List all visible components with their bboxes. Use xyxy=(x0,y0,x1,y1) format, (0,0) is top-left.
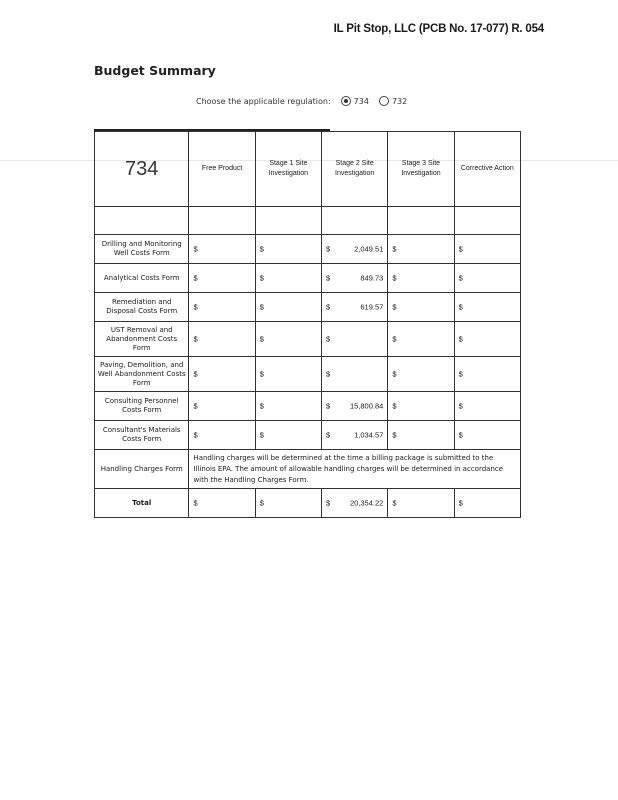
handling-text: Handling charges will be determined at the time a billing package is submitted to the Illinois EPA. The amount of allowable handling charges will be determined in accordance with the Handling Charges Form. xyxy=(189,450,521,489)
currency-symbol: $ xyxy=(458,244,463,254)
currency-symbol: $ xyxy=(458,498,463,508)
empty-cell xyxy=(255,207,321,235)
currency-symbol: $ xyxy=(259,244,264,254)
currency-symbol: $ xyxy=(326,244,331,254)
amount-cell[interactable] xyxy=(388,235,454,264)
currency-symbol: $ xyxy=(392,369,397,379)
currency-symbol: $ xyxy=(392,273,397,283)
empty-cell xyxy=(189,207,255,235)
row-label: Total xyxy=(95,489,189,518)
currency-symbol: $ xyxy=(458,334,463,344)
regulation-label: Choose the applicable regulation: xyxy=(196,96,331,106)
currency-symbol: $ xyxy=(392,401,397,411)
currency-symbol: $ xyxy=(392,430,397,440)
amount-cell[interactable] xyxy=(454,264,520,293)
amount-cell[interactable] xyxy=(322,293,388,322)
empty-cell xyxy=(322,207,388,235)
amount-cell[interactable] xyxy=(189,392,255,421)
amount-cell[interactable] xyxy=(322,322,388,357)
currency-symbol: $ xyxy=(259,401,264,411)
handling-row xyxy=(95,450,521,489)
row-label: Paving, Demolition, and Well Abandonment Costs Form xyxy=(95,357,189,392)
amount-cell[interactable] xyxy=(189,264,255,293)
regulation-option-label: 732 xyxy=(391,96,408,106)
amount-cell[interactable] xyxy=(322,235,388,264)
currency-symbol: $ xyxy=(392,302,397,312)
currency-symbol: $ xyxy=(392,334,397,344)
total-amount-cell[interactable] xyxy=(388,489,454,518)
currency-symbol: $ xyxy=(326,369,331,379)
currency-symbol: $ xyxy=(326,273,331,283)
amount-cell[interactable] xyxy=(189,357,255,392)
currency-symbol: $ xyxy=(259,430,264,440)
currency-symbol: $ xyxy=(193,273,198,283)
amount-cell[interactable] xyxy=(388,357,454,392)
table-header-row xyxy=(95,132,521,207)
row-label: Remediation and Disposal Costs Form xyxy=(95,293,189,322)
currency-symbol: $ xyxy=(458,401,463,411)
amount-cell[interactable] xyxy=(322,392,388,421)
table-row xyxy=(95,264,521,293)
currency-symbol: $ xyxy=(326,334,331,344)
total-amount-cell[interactable] xyxy=(454,489,520,518)
currency-symbol: $ xyxy=(392,244,397,254)
currency-symbol: $ xyxy=(259,273,264,283)
amount-cell[interactable] xyxy=(454,421,520,450)
currency-symbol: $ xyxy=(259,369,264,379)
cost-rows xyxy=(95,235,521,450)
total-amount-cell[interactable] xyxy=(322,489,388,518)
currency-symbol: $ xyxy=(259,498,264,508)
table-row xyxy=(95,293,521,322)
row-label: Analytical Costs Form xyxy=(95,264,189,293)
total-amount-cell[interactable] xyxy=(189,489,255,518)
amount-cell[interactable] xyxy=(255,322,321,357)
currency-symbol: $ xyxy=(193,430,198,440)
amount-cell[interactable] xyxy=(388,264,454,293)
amount-cell[interactable] xyxy=(388,293,454,322)
amount-cell[interactable] xyxy=(454,293,520,322)
regulation-corner-label: 734 xyxy=(95,132,189,207)
radio-unchecked-icon[interactable] xyxy=(379,96,389,106)
regulation-selector xyxy=(196,96,407,106)
currency-symbol: $ xyxy=(458,273,463,283)
table-row xyxy=(95,322,521,357)
amount-cell[interactable] xyxy=(322,264,388,293)
column-header: Corrective Action xyxy=(454,132,520,207)
amount-value: 2,049.51 xyxy=(354,244,384,254)
amount-cell[interactable] xyxy=(322,421,388,450)
amount-value: 15,800.84 xyxy=(349,401,384,411)
amount-cell[interactable] xyxy=(189,421,255,450)
total-row xyxy=(95,489,521,518)
empty-cell xyxy=(95,207,189,235)
currency-symbol: $ xyxy=(458,369,463,379)
amount-value: 1,034.57 xyxy=(354,430,384,440)
column-header: Free Product xyxy=(189,132,255,207)
page-title: Budget Summary xyxy=(94,63,216,78)
empty-cell xyxy=(388,207,454,235)
currency-symbol: $ xyxy=(193,401,198,411)
currency-symbol: $ xyxy=(392,498,397,508)
document-reference: IL Pit Stop, LLC (PCB No. 17-077) R. 054 xyxy=(333,23,544,35)
regulation-option-734[interactable] xyxy=(341,96,369,106)
currency-symbol: $ xyxy=(458,302,463,312)
amount-cell[interactable] xyxy=(189,322,255,357)
amount-cell[interactable] xyxy=(454,322,520,357)
table-row xyxy=(95,207,521,235)
amount-cell[interactable] xyxy=(454,392,520,421)
amount-cell[interactable] xyxy=(189,293,255,322)
table-row xyxy=(95,421,521,450)
amount-cell[interactable] xyxy=(255,235,321,264)
table-row xyxy=(95,357,521,392)
amount-cell[interactable] xyxy=(388,421,454,450)
currency-symbol: $ xyxy=(326,430,331,440)
currency-symbol: $ xyxy=(326,498,331,508)
column-header: Stage 2 Site Investigation xyxy=(322,132,388,207)
amount-cell[interactable] xyxy=(454,235,520,264)
regulation-option-label: 734 xyxy=(353,96,369,106)
amount-cell[interactable] xyxy=(388,392,454,421)
row-label: Drilling and Monitoring Well Costs Form xyxy=(95,235,189,264)
amount-value: 849.73 xyxy=(360,273,384,283)
amount-cell[interactable] xyxy=(322,357,388,392)
empty-cell xyxy=(454,207,520,235)
currency-symbol: $ xyxy=(326,302,331,312)
currency-symbol: $ xyxy=(259,334,264,344)
total-amount-value: 20,354.22 xyxy=(349,498,384,508)
radio-checked-icon[interactable] xyxy=(341,96,351,106)
currency-symbol: $ xyxy=(259,302,264,312)
total-amount-cell[interactable] xyxy=(255,489,321,518)
currency-symbol: $ xyxy=(458,430,463,440)
amount-cell[interactable] xyxy=(255,293,321,322)
column-header: Stage 3 Site Investigation xyxy=(388,132,454,207)
row-label: Consultant's Materials Costs Form xyxy=(95,421,189,450)
amount-cell[interactable] xyxy=(255,264,321,293)
currency-symbol: $ xyxy=(193,369,198,379)
amount-cell[interactable] xyxy=(189,235,255,264)
row-label: Handling Charges Form xyxy=(95,450,189,489)
currency-symbol: $ xyxy=(193,498,198,508)
currency-symbol: $ xyxy=(193,244,198,254)
currency-symbol: $ xyxy=(193,334,198,344)
column-header: Stage 1 Site Investigation xyxy=(255,132,321,207)
amount-cell[interactable] xyxy=(255,421,321,450)
currency-symbol: $ xyxy=(193,302,198,312)
table-row xyxy=(95,392,521,421)
regulation-option-732[interactable] xyxy=(379,96,407,106)
row-label: UST Removal and Abandonment Costs Form xyxy=(95,322,189,357)
amount-cell[interactable] xyxy=(255,392,321,421)
budget-table xyxy=(94,131,521,518)
table-row xyxy=(95,235,521,264)
row-label: Consulting Personnel Costs Form xyxy=(95,392,189,421)
amount-cell[interactable] xyxy=(388,322,454,357)
amount-cell[interactable] xyxy=(255,357,321,392)
amount-value: 619.57 xyxy=(360,302,384,312)
currency-symbol: $ xyxy=(326,401,331,411)
amount-cell[interactable] xyxy=(454,357,520,392)
